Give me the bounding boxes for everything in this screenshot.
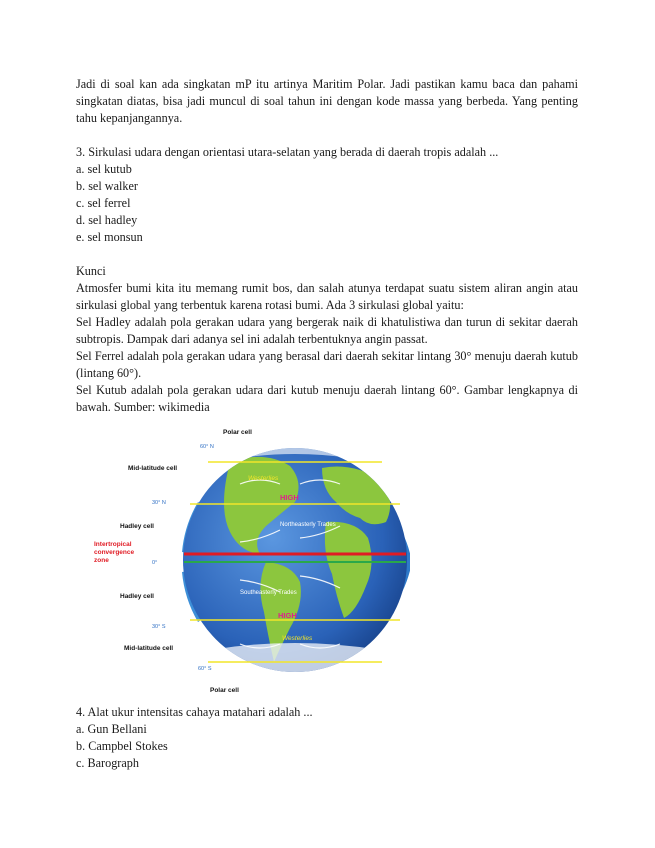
kunci-paragraph-4: Sel Kutub adalah pola gerakan udara dari kutub menuju daerah lintang 60°. Gambar lengkapnya di bawah. Sumber: wikimedia	[76, 383, 578, 414]
hadley-cell-top-label: Hadley cell	[120, 523, 154, 530]
q3-option-b: b. sel walker	[76, 179, 138, 193]
question-3: 3. Sirkulasi udara dengan orientasi utara-selatan yang berada di daerah tropis adalah ...	[76, 145, 499, 159]
kunci-paragraph-2: Sel Hadley adalah pola gerakan udara yang bergerak naik di khatulistiwa dan turun di sekitar daerah subtropis. Dampak dari adanya sel ini adalah terbentuknya angin passat.	[76, 315, 578, 346]
se-trades-label: Southeasterly Trades	[240, 590, 297, 596]
mid-latitude-cell-top-label: Mid-latitude cell	[128, 465, 178, 472]
document-body	[76, 76, 578, 416]
itcz-label-line-1: Intertropical	[94, 541, 132, 548]
ne-trades-label: Northeasterly Trades	[280, 522, 336, 528]
q4-option-c: c. Barograph	[76, 756, 139, 770]
westerlies-north-label: Westerlies	[248, 475, 279, 482]
intro-paragraph: Jadi di soal kan ada singkatan mP itu artinya Maritim Polar. Jadi pastikan kamu baca dan pahami singkatan diatas, bisa jadi muncul di soal tahun ini dengan kode massa yang berbeda. Yang penting tahu kepanjangannya.	[76, 77, 578, 125]
lat-0-label: 0°	[152, 560, 158, 566]
q4-option-b: b. Campbel Stokes	[76, 739, 168, 753]
hadley-cell-bottom-label: Hadley cell	[120, 593, 154, 600]
q4-option-a: a. Gun Bellani	[76, 722, 147, 736]
high-south-label: HIGH	[278, 611, 297, 620]
polar-cell-top-label: Polar cell	[223, 429, 252, 436]
global-circulation-diagram	[90, 422, 410, 700]
westerlies-south-label: Westerlies	[282, 635, 313, 642]
q3-option-c: c. sel ferrel	[76, 196, 131, 210]
q3-option-d: d. sel hadley	[76, 213, 138, 227]
itcz-label-line-3: zone	[94, 557, 109, 564]
q3-option-a: a. sel kutub	[76, 162, 132, 176]
q3-option-e: e. sel monsun	[76, 230, 143, 244]
high-north-label: HIGH	[280, 493, 299, 502]
lat-60n-label: 60° N	[200, 444, 214, 450]
question-4-block	[76, 704, 578, 772]
lat-30n-label: 30° N	[152, 500, 166, 506]
lat-30s-label: 30° S	[152, 624, 166, 630]
mid-latitude-cell-bottom-label: Mid-latitude cell	[124, 645, 174, 652]
kunci-paragraph-1: Atmosfer bumi kita itu memang rumit bos, dan salah atunya terdapat suatu sistem aliran angin atau sirkulasi global yang terbentuk karena rotasi bumi. Ada 3 sirkulasi global yaitu:	[76, 281, 578, 312]
kunci-paragraph-3: Sel Ferrel adalah pola gerakan udara yang berasal dari daerah sekitar lintang 30° menuju daerah kutub (lintang 60°).	[76, 349, 578, 380]
global-circulation-figure	[90, 422, 410, 700]
question-4: 4. Alat ukur intensitas cahaya matahari adalah ...	[76, 705, 313, 719]
lat-60s-label: 60° S	[198, 666, 212, 672]
kunci-title: Kunci	[76, 264, 106, 278]
itcz-label-line-2: convergence	[94, 549, 135, 556]
polar-cell-bottom-label: Polar cell	[210, 687, 239, 694]
